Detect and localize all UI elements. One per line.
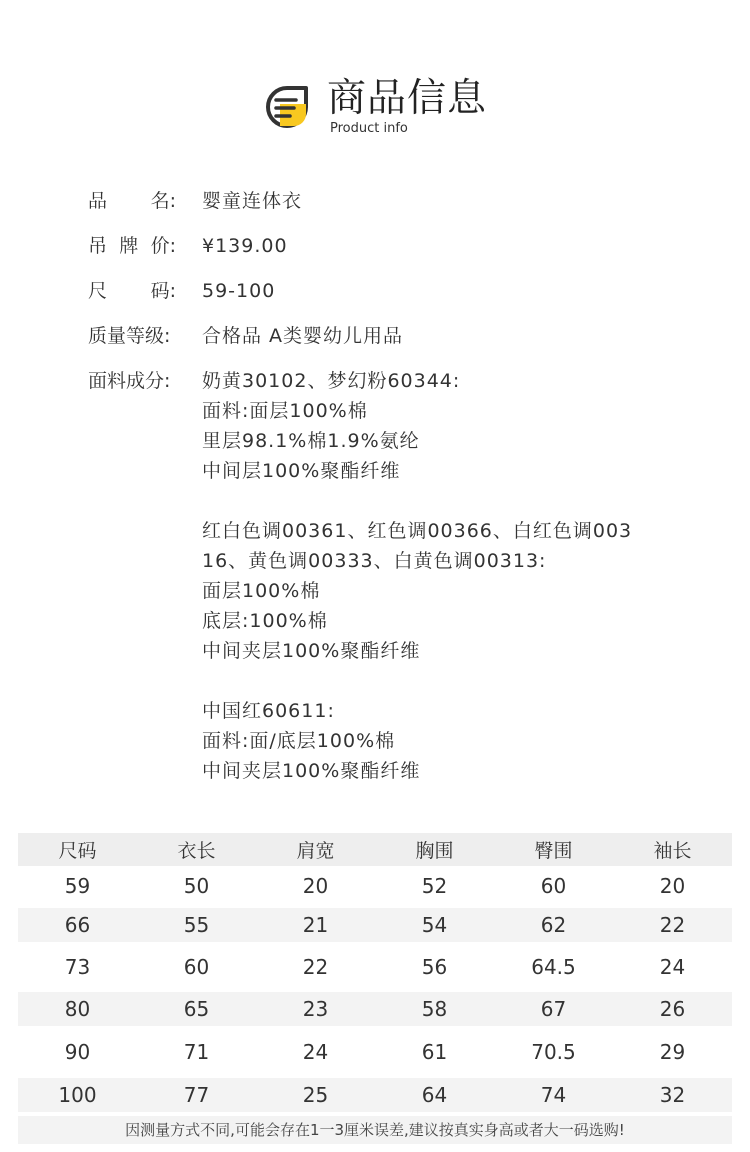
table-cell: 23	[302, 997, 329, 1021]
fabric-line: 红白色调00361、红色调00366、白红色调003	[202, 520, 633, 542]
info-value: 婴童连体衣	[202, 190, 303, 212]
table-cell: 26	[659, 997, 686, 1021]
table-row	[18, 992, 732, 1026]
section-subtitle: Product info	[330, 121, 408, 136]
table-header-cell: 衣长	[177, 840, 216, 862]
table-cell: 60	[183, 955, 210, 979]
fabric-line: 里层98.1%棉1.9%氨纶	[202, 430, 420, 452]
measurement-note: 因测量方式不同,可能会存在1一3厘米误差,建议按真实身高或者大一码选购!	[18, 1116, 732, 1144]
table-row	[18, 1078, 732, 1112]
fabric-line: 面料:面层100%棉	[202, 400, 368, 422]
table-header-cell: 袖长	[653, 840, 692, 862]
table-cell: 22	[659, 913, 686, 937]
table-cell: 58	[421, 997, 448, 1021]
table-cell: 32	[659, 1083, 686, 1107]
fabric-line: 面层100%棉	[202, 580, 321, 602]
table-cell: 74	[540, 1083, 567, 1107]
table-header-cell: 胸围	[415, 840, 454, 862]
table-cell: 77	[183, 1083, 210, 1107]
fabric-line: 中间层100%聚酯纤维	[202, 460, 401, 482]
table-header-row	[18, 833, 732, 866]
info-label: 质量等级:	[88, 325, 171, 347]
table-header-cell: 尺码	[58, 840, 97, 862]
fabric-line: 中国红60611:	[202, 700, 335, 722]
info-label	[88, 276, 176, 306]
table-cell: 29	[659, 1040, 686, 1064]
table-cell: 90	[64, 1040, 91, 1064]
info-label	[88, 231, 176, 261]
table-row	[18, 866, 732, 906]
table-cell: 50	[183, 874, 210, 898]
fabric-line: 16、黄色调00333、白黄色调00313:	[202, 550, 547, 572]
table-cell: 66	[64, 913, 91, 937]
label-char: 码:	[150, 280, 176, 302]
table-cell: 25	[302, 1083, 329, 1107]
table-cell: 62	[540, 913, 567, 937]
table-cell: 65	[183, 997, 210, 1021]
fabric-group	[202, 366, 632, 486]
product-info	[88, 186, 728, 816]
size-table	[18, 833, 732, 1144]
table-cell: 22	[302, 955, 329, 979]
document-list-icon	[262, 82, 312, 132]
table-cell: 24	[659, 955, 686, 979]
info-row-price	[88, 231, 728, 261]
table-cell: 64	[421, 1083, 448, 1107]
fabric-groups	[202, 366, 632, 816]
info-row-size	[88, 276, 728, 306]
table-row	[18, 908, 732, 942]
table-cell: 24	[302, 1040, 329, 1064]
label-char: 品	[88, 190, 108, 212]
table-cell: 80	[64, 997, 91, 1021]
table-header-cell: 肩宽	[296, 840, 335, 862]
label-char: 吊	[88, 235, 108, 257]
table-cell: 54	[421, 913, 448, 937]
table-row	[18, 942, 732, 992]
table-cell: 73	[64, 955, 91, 979]
table-cell: 64.5	[531, 955, 576, 979]
info-value: 合格品 A类婴幼儿用品	[202, 325, 404, 347]
label-char: 名:	[150, 190, 176, 212]
table-cell: 70.5	[531, 1040, 576, 1064]
info-row-fabric	[88, 366, 728, 816]
label-char: 牌	[119, 235, 139, 257]
fabric-line: 中间夹层100%聚酯纤维	[202, 760, 421, 782]
section-title: 商品信息	[327, 76, 488, 121]
fabric-line: 面料:面/底层100%棉	[202, 730, 396, 752]
table-cell: 67	[540, 997, 567, 1021]
label-char: 价:	[150, 235, 176, 257]
table-cell: 52	[421, 874, 448, 898]
label-char: 尺	[88, 280, 108, 302]
table-cell: 59	[64, 874, 91, 898]
section-header	[262, 76, 522, 146]
table-cell: 60	[540, 874, 567, 898]
info-label: 面料成分:	[88, 370, 171, 392]
info-row-grade	[88, 321, 728, 351]
table-header-cell: 臀围	[534, 840, 573, 862]
table-cell: 21	[302, 913, 329, 937]
table-cell: 100	[58, 1083, 97, 1107]
fabric-line: 中间夹层100%聚酯纤维	[202, 640, 421, 662]
table-cell: 20	[659, 874, 686, 898]
table-row	[18, 1026, 732, 1078]
fabric-group	[202, 516, 632, 666]
table-cell: 55	[183, 913, 210, 937]
table-cell: 61	[421, 1040, 448, 1064]
info-row-name	[88, 186, 728, 216]
fabric-line: 奶黄30102、梦幻粉60344:	[202, 370, 461, 392]
table-cell: 71	[183, 1040, 210, 1064]
info-value: 59-100	[202, 280, 276, 302]
fabric-group	[202, 696, 632, 786]
table-cell: 20	[302, 874, 329, 898]
fabric-line: 底层:100%棉	[202, 610, 328, 632]
info-label	[88, 186, 176, 216]
info-value: ¥139.00	[202, 235, 288, 257]
table-cell: 56	[421, 955, 448, 979]
